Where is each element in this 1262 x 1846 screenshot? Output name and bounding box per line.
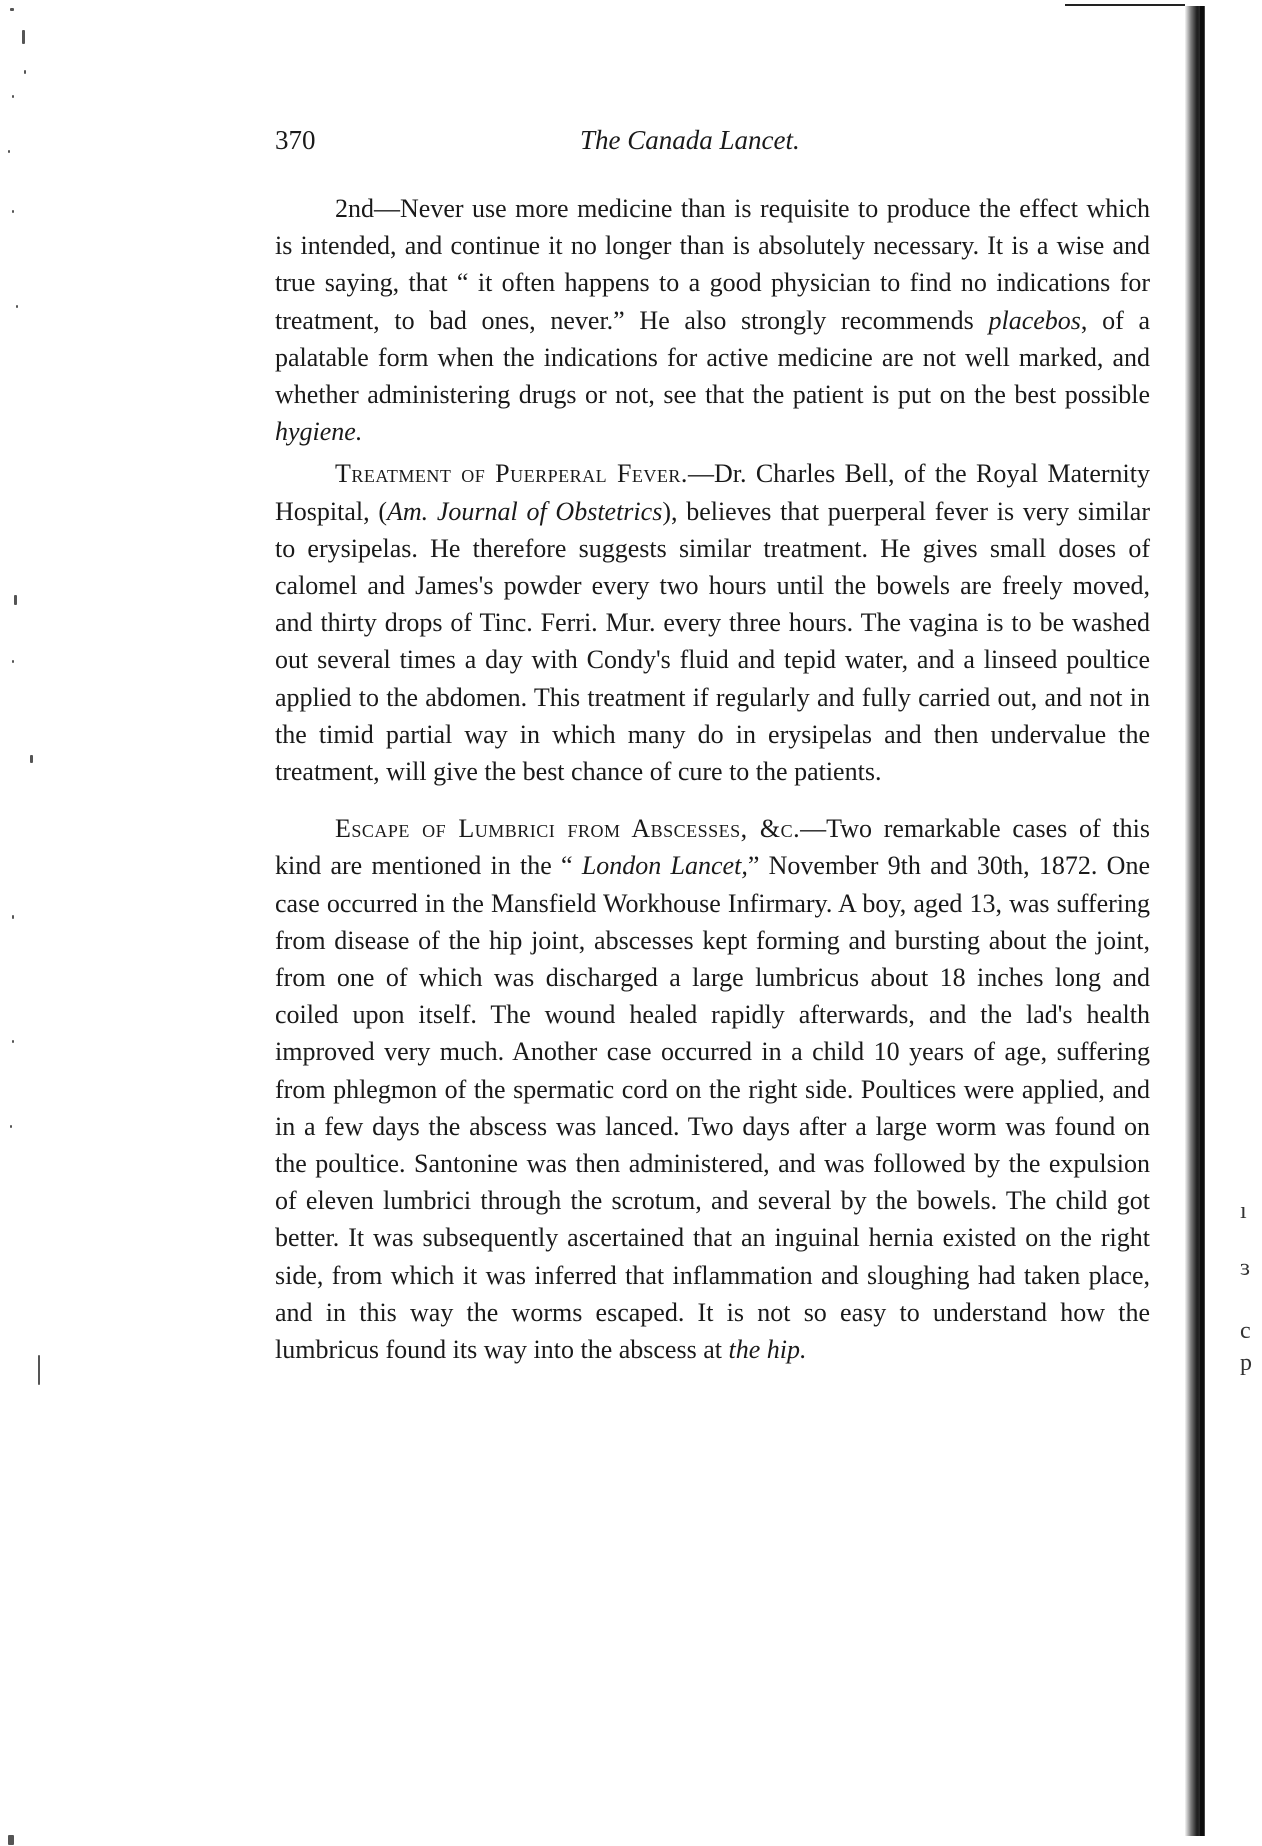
gutter-mark: p (1240, 1350, 1252, 1376)
article-body (275, 190, 1150, 1368)
page-number: 370 (275, 125, 316, 155)
text-run: ” November 9th and 30th, 1872. One case occurred in the Mansfield Workhouse Infirmary. A boy, aged 13, was suffering from disease of the hip joint, abscesses kept forming and bursting about the joint, from one of which was discharged a large lumbricus about 18 inches long and coiled upon itself. The wound healed rapidly afterwards, and the lad's health improved very much. Another case occurred in a child 10 years of age, suffering from phlegmon of the spermatic cord on the right side. Poultices were applied, and in a few days the abscess was lanced. Two days after a large worm was found on the poultice. Santonine was then administered, and was followed by the expulsion of eleven lumbrici through the scrotum, and several by the bowels. The child got better. It was subsequently ascertained that an inguinal hernia existed on the right side, from which it was inferred that inflammation and sloughing had taken place, and in this way the worms escaped. It is not so easy to understand how the lumbricus found its way into the abscess at (275, 851, 1150, 1365)
italic-term: hygiene. (275, 417, 363, 447)
top-rule (1065, 4, 1185, 6)
section-heading: Treatment of Puerperal Fever. (335, 459, 688, 489)
gutter-mark: c (1240, 1318, 1251, 1344)
scan-specks (8, 0, 58, 1846)
journal-citation: London Lancet, (581, 851, 748, 881)
paragraph-regimen (275, 190, 1150, 450)
text-run: , of a palatable form when the indications for active medicine are not well marked, and whether administering drugs or not, see that the patient is put on the best possible (275, 305, 1150, 410)
italic-term: the hip. (728, 1335, 807, 1365)
page-binding-shadow (1200, 6, 1204, 1836)
gutter-mark: ı (1240, 1198, 1247, 1224)
running-title: The Canada Lancet. (580, 125, 800, 155)
section-heading: Escape of Lumbrici from Abscesses, &c. (335, 814, 801, 844)
paragraph-lumbrici (275, 810, 1150, 1368)
text-run: 2nd—Never use more medicine than is requisite to produce the effect which is intended, and continue it no longer than is absolutely necessary. It is a wise and true saying, that “ it often happens to a good physician to find no indications for treatment, to bad ones, never.” He also strongly recommends (275, 194, 1150, 335)
italic-term: placebos (988, 305, 1081, 335)
journal-citation: Am. Journal of Obstetrics (387, 496, 663, 526)
page-header (275, 125, 1155, 165)
text-run: ), believes that puerperal fever is very similar to erysipelas. He therefore suggests similar treatment. He gives small doses of calomel and James's powder every two hours until the bowels are freely moved, and thirty drops of Tinc. Ferri. Mur. every three hours. The vagina is to be washed out several times a day with Condy's fluid and tepid water, and a linseed poultice applied to the abdomen. This treatment if regularly and fully carried out, and not in the timid partial way in which many do in erysipelas and then undervalue the treatment, will give the best chance of cure to the patients. (275, 496, 1151, 787)
text-run: —Two remarkable cases of this kind are mentioned in the “ (275, 814, 1150, 881)
paragraph-puerperal-fever (275, 455, 1150, 790)
gutter-mark: ɜ (1240, 1255, 1251, 1281)
text-run: —Dr. Charles Bell, of the Royal Maternity Hospital, ( (275, 459, 1150, 526)
